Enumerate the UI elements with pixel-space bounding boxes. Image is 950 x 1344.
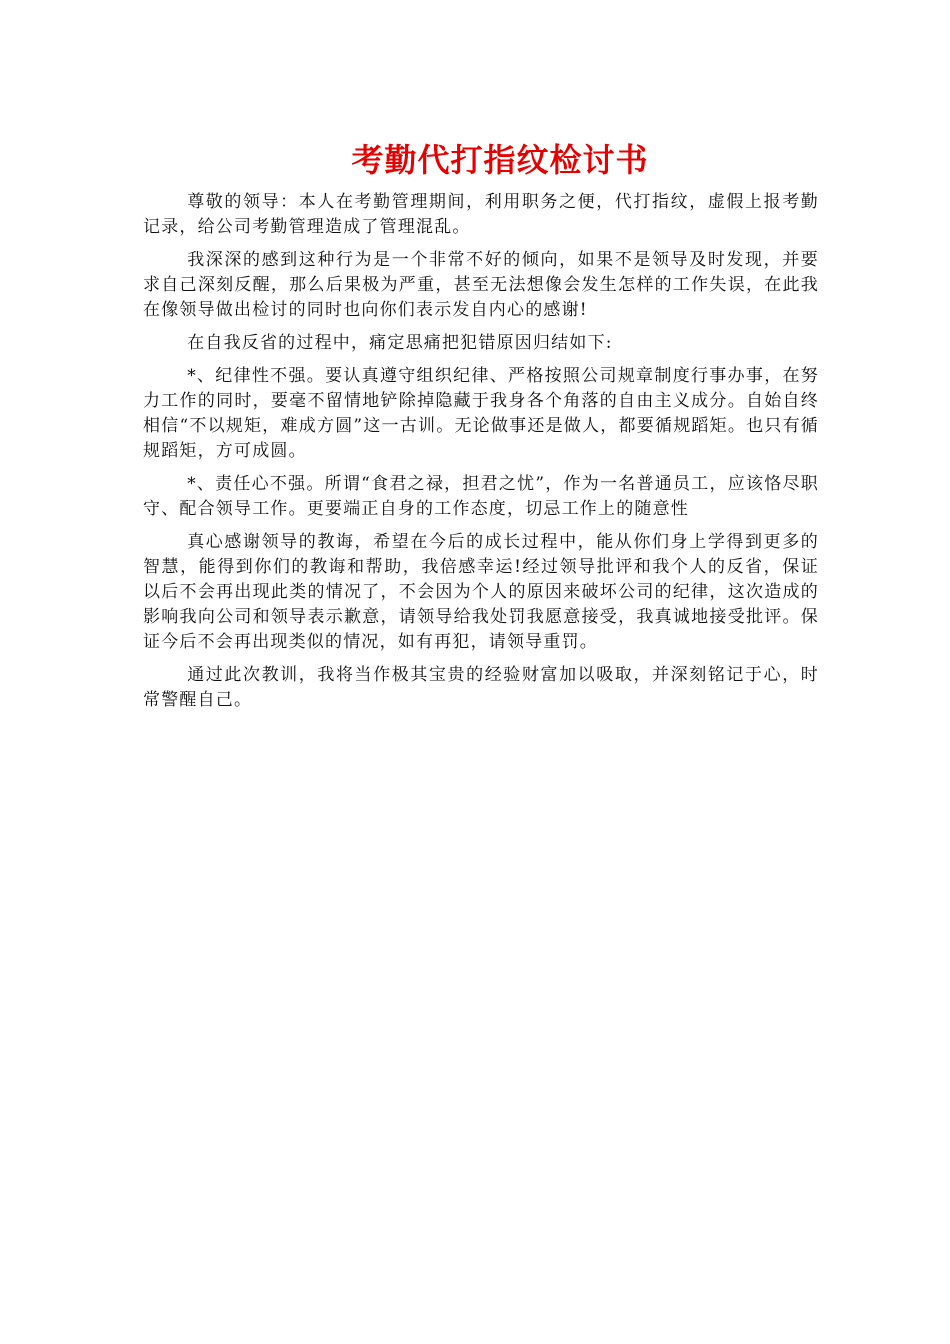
paragraph-gratitude: 真心感谢领导的教诲，希望在今后的成长过程中，能从你们身上学得到更多的智慧，能得到你们的教诲和帮助，我倍感幸运!经过领导批评和我个人的反省，保证以后不会再出现此类的情况了，不会因为个人的原因来破坏公司的纪律，这次造成的影响我向公司和领导表示歉意，请领导给我处罚我愿意接受，我真诚地接受批评。保证今后不会再出现类似的情况，如有再犯，请领导重罚。: [143, 532, 819, 652]
paragraph-responsibility: *、责任心不强。所谓“食君之禄，担君之忧”，作为一名普通员工，应该恪尽职守、配合领导工作。更要端正自身的工作态度，切忌工作上的随意性: [143, 474, 819, 519]
document-body: [143, 190, 819, 721]
paragraph-reflection: 我深深的感到这种行为是一个非常不好的倾向，如果不是领导及时发现，并要求自己深刻反醒，那么后果极为严重，甚至无法想像会发生怎样的工作失误，在此我在像领导做出检讨的同时也向你们表示发自内心的感谢!: [143, 250, 819, 320]
document-title: 考勤代打指纹检讨书: [351, 141, 649, 179]
paragraph-discipline: *、纪律性不强。要认真遵守组织纪律、严格按照公司规章制度行事办事，在努力工作的同时，要毫不留情地铲除掉隐藏于我身各个角落的自由主义成分。自始自终相信“不以规矩，难成方圆”这一古训。无论做事还是做人，都要循规蹈矩。也只有循规蹈矩，方可成圆。: [143, 366, 819, 461]
paragraph-cause-intro: 在自我反省的过程中，痛定思痛把犯错原因归结如下:: [187, 333, 613, 353]
paragraph-salutation: 尊敬的领导：本人在考勤管理期间，利用职务之便，代打指纹，虚假上报考勤记录，给公司考勤管理造成了管理混乱。: [143, 192, 819, 237]
paragraph-conclusion: 通过此次教训，我将当作极其宝贵的经验财富加以吸取，并深刻铭记于心，时常警醒自己。: [143, 665, 819, 710]
